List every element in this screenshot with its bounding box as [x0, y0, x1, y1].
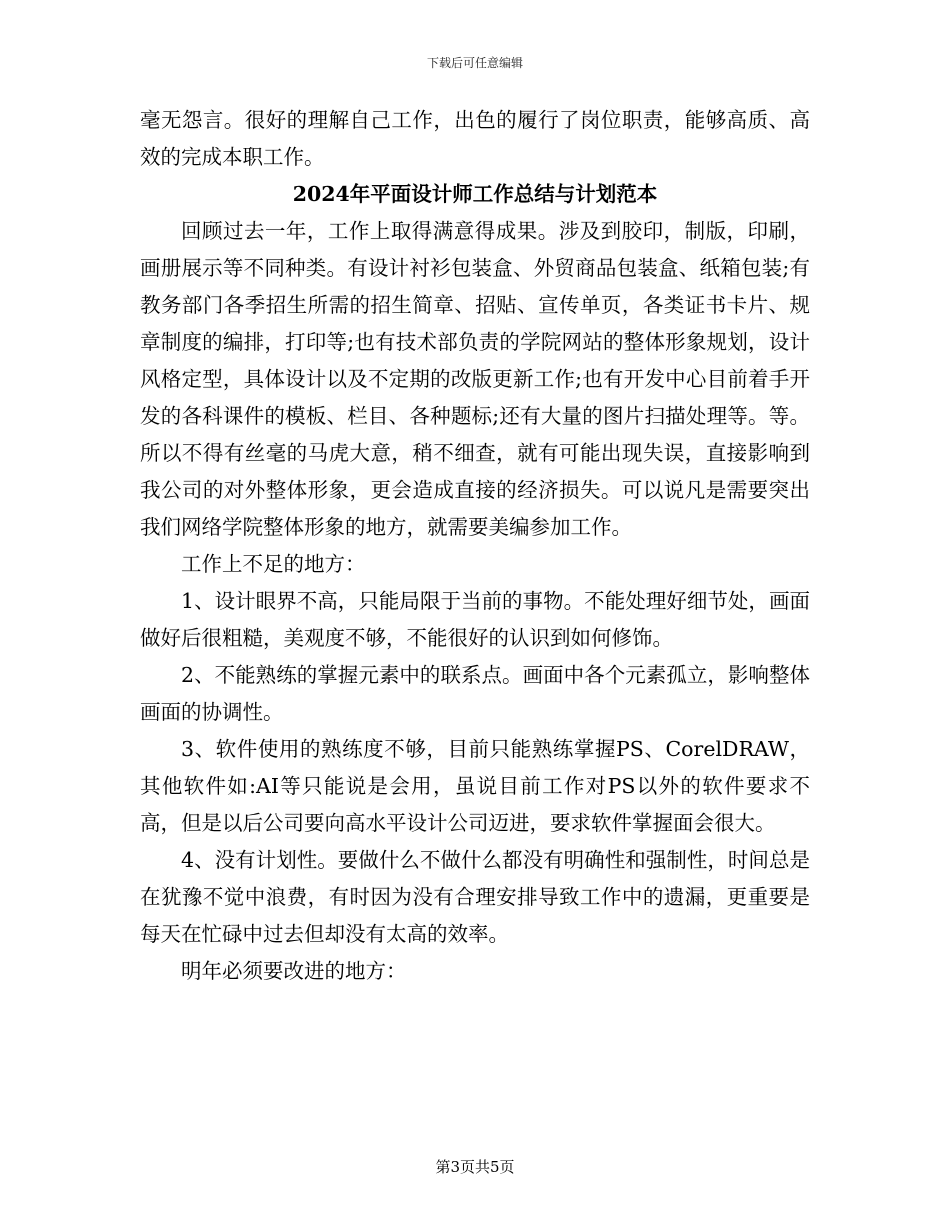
- paragraph-shortcoming-4: 4、没有计划性。要做什么不做什么都没有明确性和强制性，时间总是在犹豫不觉中浪费，有时因为没有合理安排导致工作中的遗漏，更重要是每天在忙碌中过去但却没有太高的效率。: [140, 848, 810, 946]
- paragraph-shortcoming-2: 2、不能熟练的掌握元素中的联系点。画面中各个元素孤立，影响整体画面的协调性。: [140, 663, 810, 724]
- paragraph-review: 回顾过去一年，工作上取得满意得成果。涉及到胶印，制版，印刷，画册展示等不同种类。有设计衬衫包装盒、外贸商品包装盒、纸箱包装;有教务部门各季招生所需的招生简章、招贴、宣传单页，各类证书卡片、规章制度的编排，打印等;也有技术部负责的学院网站的整体形象规划，设计风格定型，具体设计以及不定期的改版更新工作;也有开发中心目前着手开发的各科课件的模板、栏目、各种题标;还有大量的图片扫描处理等。等。所以不得有丝毫的马虎大意，稍不细查，就有可能出现失误，直接影响到我公司的对外整体形象，更会造成直接的经济损失。可以说凡是需要突出我们网络学院整体形象的地方，就需要美编参加工作。: [140, 219, 810, 539]
- paragraph-improvements-heading: 明年必须要改进的地方：: [181, 959, 407, 983]
- intro-paragraph: 毫无怨言。很好的理解自己工作，出色的履行了岗位职责，能够高质、高效的完成本职工作。: [140, 108, 810, 169]
- paragraph-shortcoming-1: 1、设计眼界不高，只能局限于当前的事物。不能处理好细节处，画面做好后很粗糙，美观度不够，不能很好的认识到如何修饰。: [140, 589, 810, 650]
- document-title: 2024年平面设计师工作总结与计划范本: [292, 182, 658, 206]
- page-footer: 第3页共5页: [435, 1158, 515, 1176]
- document-body: [140, 102, 810, 990]
- page-header: 下载后可任意编辑: [426, 56, 523, 70]
- paragraph-shortcomings-heading: 工作上不足的地方：: [181, 552, 366, 576]
- paragraph-shortcoming-3: 3、软件使用的熟练度不够，目前只能熟练掌握PS、CorelDRAW，其他软件如:AI等只能说是会用，虽说目前工作对PS以外的软件要求不高，但是以后公司要向高水平设计公司迈进，要求软件掌握面会很大。: [140, 737, 810, 835]
